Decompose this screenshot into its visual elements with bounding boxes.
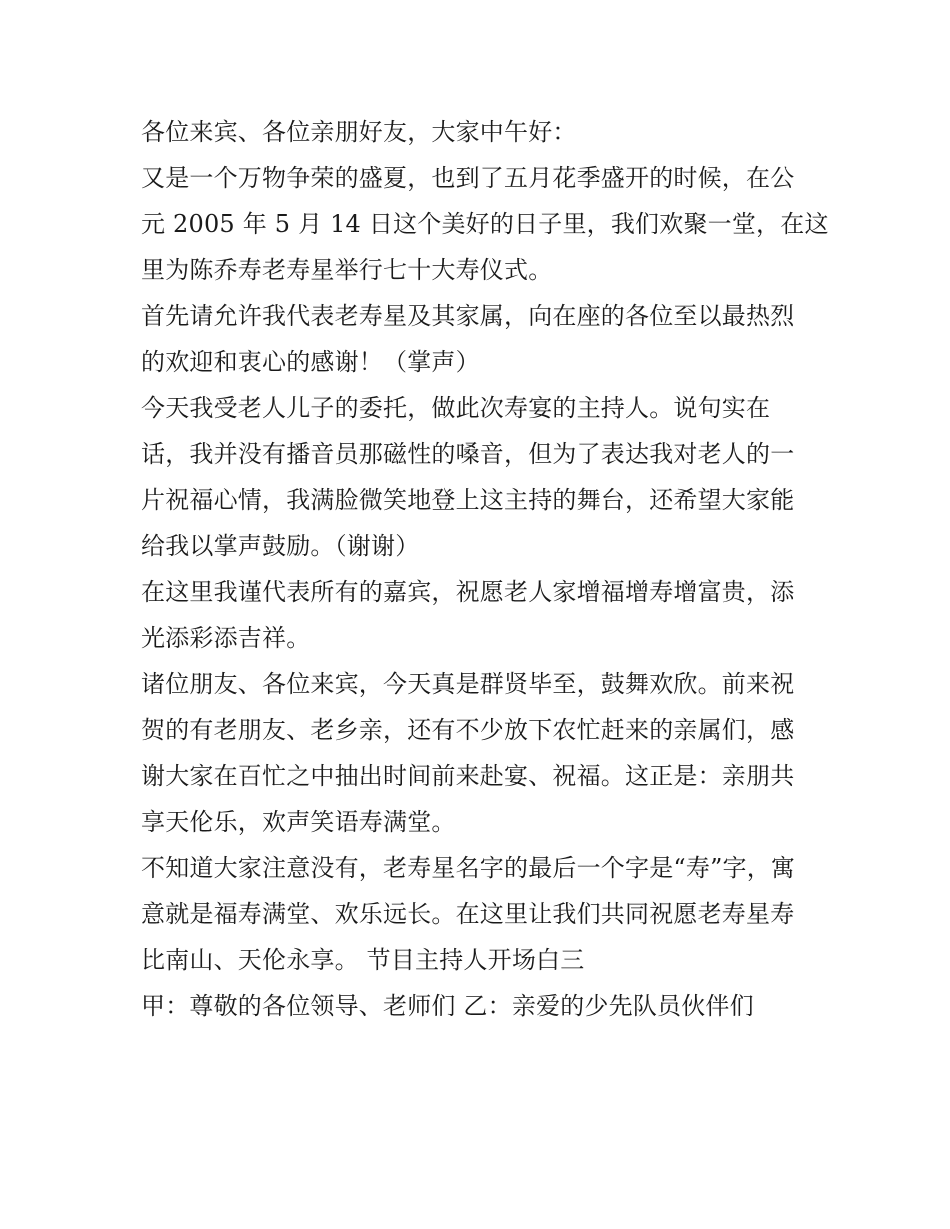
document-body: [141, 109, 829, 1029]
text-line: 话，我并没有播音员那磁性的嗓音，但为了表达我对老人的一: [141, 440, 795, 468]
text-line: 片祝福心情，我满脸微笑地登上这主持的舞台，还希望大家能: [141, 486, 795, 514]
text-line: 元 2005 年 5 月 14 日这个美好的日子里，我们欢聚一堂，在这: [141, 210, 829, 238]
text-line: 今天我受老人儿子的委托，做此次寿宴的主持人。说句实在: [141, 394, 771, 422]
text-line: 又是一个万物争荣的盛夏，也到了五月花季盛开的时候，在公: [141, 164, 795, 192]
text-line: 光添彩添吉祥。: [141, 624, 311, 652]
text-line: 甲：尊敬的各位领导、老师们 乙：亲爱的少先队员伙伴们: [141, 992, 754, 1020]
text-line: 里为陈乔寿老寿星举行七十大寿仪式。: [141, 256, 553, 284]
text-line: 在这里我谨代表所有的嘉宾，祝愿老人家增福增寿增富贵，添: [141, 578, 795, 606]
text-line: 谢大家在百忙之中抽出时间前来赴宴、祝福。这正是：亲朋共: [141, 762, 795, 790]
text-line: 首先请允许我代表老寿星及其家属，向在座的各位至以最热烈: [141, 302, 795, 330]
text-line: 贺的有老朋友、老乡亲，还有不少放下农忙赶来的亲属们，感: [141, 716, 795, 744]
text-line: 给我以掌声鼓励。（谢谢）: [141, 532, 420, 560]
text-line: 各位来宾、各位亲朋好友，大家中午好：: [141, 118, 577, 146]
text-line: 比南山、天伦永享。 节目主持人开场白三: [141, 946, 585, 974]
text-line: 诸位朋友、各位来宾，今天真是群贤毕至，鼓舞欢欣。前来祝: [141, 670, 795, 698]
text-line: 的欢迎和衷心的感谢！（掌声）: [141, 348, 480, 376]
text-line: 享天伦乐，欢声笑语寿满堂。: [141, 808, 456, 836]
text-line: 不知道大家注意没有，老寿星名字的最后一个字是“寿”字，寓: [141, 854, 796, 882]
text-line: 意就是福寿满堂、欢乐远长。在这里让我们共同祝愿老寿星寿: [141, 900, 795, 928]
